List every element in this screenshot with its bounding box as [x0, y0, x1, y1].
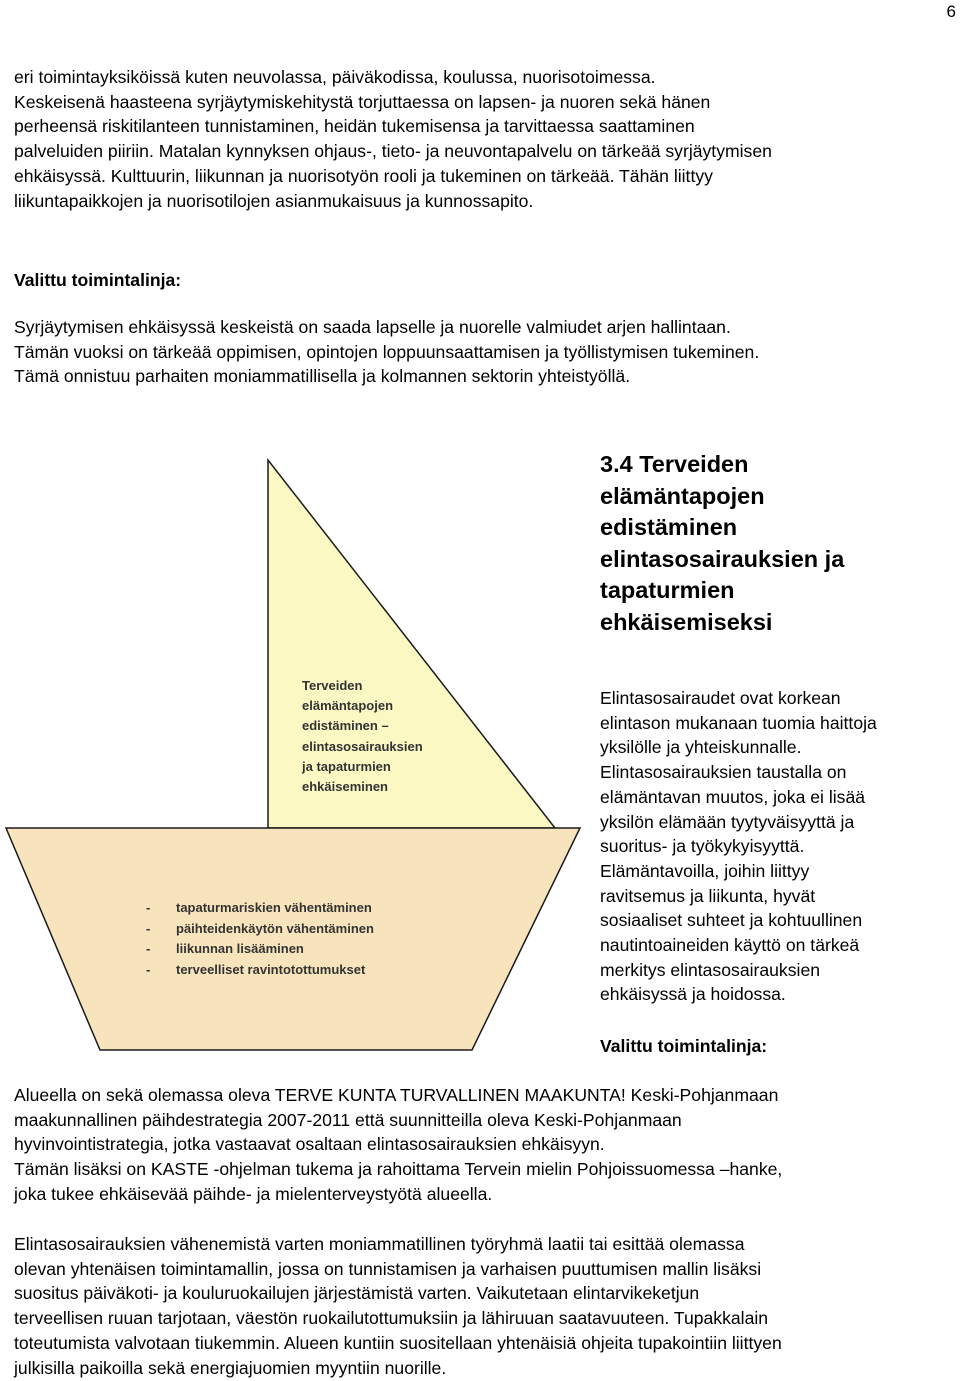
intro-line: perheensä riskitilanteen tunnistaminen, heidän tukemisensa ja tarvittaessa saattaminen — [14, 116, 695, 137]
working-group-line: olevan yhtenäisen toimintamallin, jossa on tunnistamisen ja varhaisen puuttumisen mallin lisäksi — [14, 1258, 762, 1279]
side-line: merkitys elintasosairauksien — [600, 959, 821, 980]
intro-line: ehkäisyssä. Kulttuurin, liikunnan ja nuorisotyön rooli ja tukeminen on tärkeää. Tähän liittyy — [14, 165, 713, 186]
triangle-line: ehkäiseminen — [302, 779, 388, 795]
page-number: 6 — [946, 2, 956, 21]
side-line: suoritus- ja työkykyisyyttä. — [600, 836, 805, 857]
bullet-dash: - — [146, 961, 151, 977]
side-line: ehkäisyssä ja hoidossa. — [600, 984, 786, 1005]
side-line: Elämäntavoilla, joihin liittyy — [600, 860, 810, 881]
section-heading-line: tapaturmien — [600, 577, 735, 604]
triangle-line: elintasosairauksien — [302, 738, 423, 754]
working-group-line: julkisilla paikoilla sekä energiajuomien myyntiin nuorille. — [14, 1357, 447, 1378]
trapezoid-list — [146, 898, 374, 980]
region-line: maakunnallinen päihdestrategia 2007-2011 että suunnitteilla oleva Keski-Pohjanmaan — [14, 1109, 682, 1130]
bullet-dash: - — [146, 941, 151, 957]
working-group-line: terveellisen ruuan tarjotaan, väestön ruokailutottumuksiin ja lähiruuan saatavuuteen. Tupakkalain — [14, 1308, 769, 1329]
side-line: elämäntavan muutos, joka ei lisää — [600, 786, 866, 807]
bullet-dash: - — [146, 920, 151, 936]
section-heading-line: elintasosairauksien ja — [600, 545, 845, 572]
section-heading-line: elämäntapojen — [600, 482, 765, 509]
triangle-line: edistäminen – — [302, 718, 389, 734]
section-heading-line: edistäminen — [600, 514, 738, 541]
intro-line: Keskeisenä haasteena syrjäytymiskehitystä torjuttaessa on lapsen- ja nuoren sekä hänen — [14, 91, 711, 112]
list-item-text: terveelliset ravintotottumukset — [176, 961, 366, 977]
list-item-text: tapaturmariskien vähentäminen — [176, 900, 372, 915]
intro-line: palveluiden piiriin. Matalan kynnyksen ohjaus-, tieto- ja neuvontapalvelu on tärkeää syrjäytymisen — [14, 141, 772, 162]
side-line: elintason mukanaan tuomia haittoja — [600, 712, 877, 733]
region-paragraph — [14, 1083, 954, 1207]
side-line: yksilölle ja yhteiskunnalle. — [600, 737, 802, 758]
intro-paragraph — [14, 65, 954, 213]
side-line: yksilön elämään tyytyväisyyttä ja — [600, 811, 855, 832]
intro-line: eri toimintayksiköissä kuten neuvolassa, päiväkodissa, koulussa, nuorisotoimessa. — [14, 67, 656, 87]
region-line: Alueella on sekä olemassa oleva TERVE KUNTA TURVALLINEN MAAKUNTA! Keski-Pohjanmaan — [14, 1085, 779, 1105]
list-item-text: päihteidenkäytön vähentäminen — [176, 920, 374, 936]
list-item — [146, 960, 374, 981]
bullet-dash: - — [146, 900, 151, 915]
selected-policy-line: Syrjäytymisen ehkäisyssä keskeistä on saada lapselle ja nuorelle valmiudet arjen hallintaan. — [14, 317, 731, 337]
side-line: Elintasosairauksien taustalla on — [600, 762, 847, 783]
side-line: Elintasosairaudet ovat korkean — [600, 688, 841, 708]
section-heading-line: 3.4 Terveiden — [600, 451, 749, 477]
working-group-line: Elintasosairauksien vähenemistä varten moniammatillinen työryhmä laatii tai esittää olemassa — [14, 1234, 745, 1254]
selected-policy-label: Valittu toimintalinja: — [14, 270, 182, 290]
selected-policy-line: Tämä onnistuu parhaiten moniammatillisella ja kolmannen sektorin yhteistyöllä. — [14, 366, 631, 387]
section-heading-line: ehkäisemiseksi — [600, 608, 773, 635]
section-heading — [600, 449, 955, 639]
side-paragraph — [600, 686, 955, 1007]
list-item — [146, 898, 374, 919]
side-line: nautintoaineiden käyttö on tärkeä — [600, 935, 860, 956]
selected-policy-text — [14, 315, 954, 389]
side-line: ravitsemus ja liikunta, hyvät — [600, 885, 816, 906]
triangle-text — [302, 676, 423, 797]
triangle-line: ja tapaturmien — [302, 758, 391, 774]
region-line: hyvinvointistrategia, jotka vastaavat osaltaan elintasosairauksien ehkäisyyn. — [14, 1134, 605, 1155]
working-group-line: suositus päiväkoti- ja kouluruokailujen järjestämistä varten. Vaikutetaan elintarvikeketjun — [14, 1283, 700, 1304]
list-item-text: liikunnan lisääminen — [176, 941, 304, 957]
list-item — [146, 939, 374, 960]
triangle-line: elämäntapojen — [302, 698, 394, 714]
side-line: sosiaaliset suhteet ja kohtuullinen — [600, 910, 863, 931]
selected-policy-line: Tämän vuoksi on tärkeää oppimisen, opintojen loppuunsaattamisen ja työllistymisen tukeminen. — [14, 341, 760, 362]
intro-line: liikuntapaikkojen ja nuorisotilojen asianmukaisuus ja kunnossapito. — [14, 190, 534, 211]
region-line: joka tukee ehkäisevää päihde- ja mielenterveystyötä alueella. — [14, 1183, 493, 1204]
working-group-line: toteutumista valvotaan tiukemmin. Alueen kuntiin suositellaan yhtenäisiä ohjeita tupakointiin liittyen — [14, 1332, 782, 1353]
region-line: Tämän lisäksi on KASTE -ohjelman tukema ja rahoittama Tervein mielin Pohjoissuomessa –hanke, — [14, 1159, 783, 1180]
triangle-line: Terveiden — [302, 678, 363, 693]
selected-policy-label: Valittu toimintalinja: — [600, 1036, 768, 1056]
list-item — [146, 919, 374, 940]
working-group-paragraph — [14, 1232, 954, 1380]
